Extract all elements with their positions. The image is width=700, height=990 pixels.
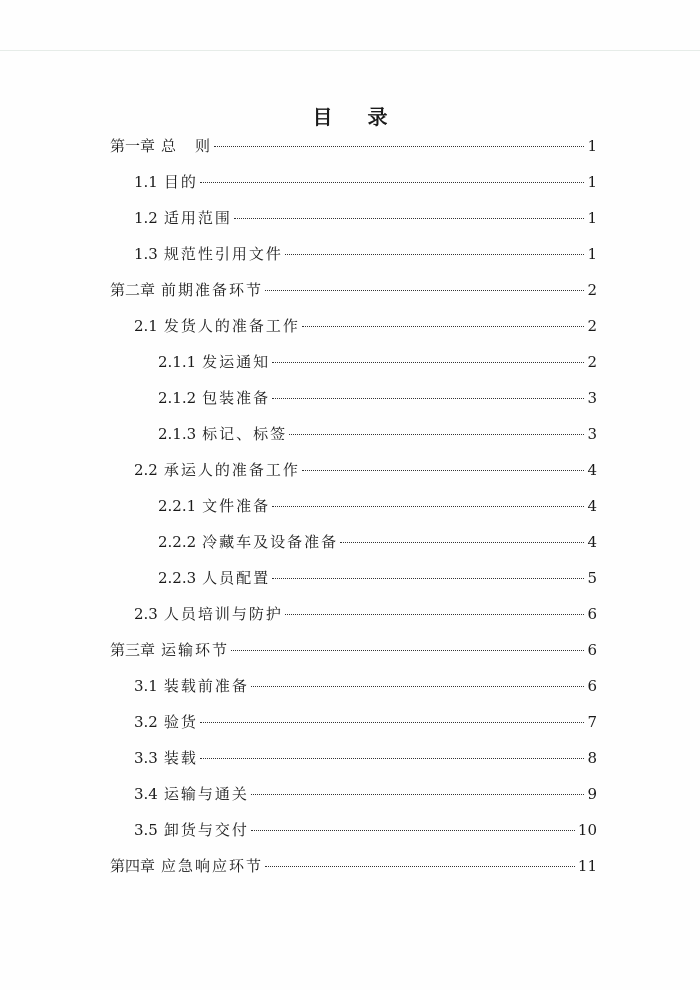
dot-leader	[289, 434, 584, 435]
toc-entry-heading	[158, 380, 270, 416]
toc-entry-number: 2.1.3	[158, 425, 197, 443]
toc-entry[interactable]	[0, 632, 700, 668]
toc-entry-title: 承运人的准备工作	[163, 461, 300, 479]
toc-entry-number: 2.2.3	[158, 569, 197, 587]
toc-entry-title: 装载	[163, 749, 198, 767]
toc-entry-heading	[158, 524, 338, 560]
dot-leader	[340, 542, 584, 543]
toc-entry-title: 冷藏车及设备准备	[202, 533, 339, 551]
toc-entry-number: 2.2.2	[158, 533, 197, 551]
toc-entry-number: 3.1	[134, 677, 158, 695]
toc-entry-title: 人员培训与防护	[163, 605, 283, 623]
toc-entry[interactable]	[0, 416, 700, 452]
dot-leader	[200, 182, 585, 183]
toc-entry-number: 1.1	[134, 173, 158, 191]
toc-entry-heading	[158, 344, 270, 380]
table-of-contents	[0, 128, 700, 884]
toc-entry-title: 发运通知	[202, 353, 271, 371]
toc-entry[interactable]	[0, 200, 700, 236]
toc-entry-heading	[158, 560, 270, 596]
toc-entry[interactable]	[0, 596, 700, 632]
toc-entry-page-number: 4	[587, 461, 597, 479]
toc-entry[interactable]	[0, 308, 700, 344]
toc-entry-page-number: 3	[587, 425, 597, 443]
dot-leader	[234, 218, 585, 219]
toc-entry-page-number: 8	[587, 749, 597, 767]
toc-entry-heading	[134, 704, 198, 740]
toc-entry[interactable]	[0, 560, 700, 596]
dot-leader	[272, 398, 584, 399]
toc-entry[interactable]	[0, 812, 700, 848]
toc-entry-number: 第三章	[110, 641, 156, 659]
toc-entry-page-number: 7	[587, 713, 597, 731]
toc-entry-number: 3.2	[134, 713, 158, 731]
toc-entry-page-number: 1	[587, 209, 597, 227]
toc-entry-heading	[134, 164, 198, 200]
toc-entry-heading	[158, 416, 287, 452]
toc-entry-title: 发货人的准备工作	[163, 317, 300, 335]
toc-entry-title: 应急响应环节	[161, 857, 264, 875]
toc-entry-page-number: 6	[587, 641, 597, 659]
toc-entry-heading	[134, 236, 283, 272]
toc-entry[interactable]	[0, 236, 700, 272]
dot-leader	[200, 758, 585, 759]
toc-entry[interactable]	[0, 128, 700, 164]
dot-leader	[265, 290, 584, 291]
toc-entry-title: 卸货与交付	[163, 821, 249, 839]
dot-leader	[272, 506, 584, 507]
toc-entry-heading	[110, 848, 263, 884]
toc-entry[interactable]	[0, 776, 700, 812]
toc-entry-title: 验货	[163, 713, 198, 731]
toc-entry-number: 2.1	[134, 317, 158, 335]
toc-entry[interactable]	[0, 380, 700, 416]
toc-entry-title: 前期准备环节	[161, 281, 264, 299]
toc-entry-heading	[134, 596, 283, 632]
toc-entry-title: 目的	[163, 173, 198, 191]
toc-entry-page-number: 6	[587, 605, 597, 623]
dot-leader	[272, 578, 584, 579]
toc-entry-number: 3.5	[134, 821, 158, 839]
toc-entry-number: 2.2.1	[158, 497, 197, 515]
toc-entry-heading	[110, 632, 229, 668]
toc-entry-heading	[134, 308, 300, 344]
toc-entry[interactable]	[0, 704, 700, 740]
toc-entry[interactable]	[0, 164, 700, 200]
toc-entry-number: 3.4	[134, 785, 158, 803]
toc-entry-number: 第二章	[110, 281, 156, 299]
toc-entry-heading	[134, 452, 300, 488]
dot-leader	[251, 794, 585, 795]
dot-leader	[285, 614, 585, 615]
toc-entry-heading	[134, 740, 198, 776]
toc-entry-page-number: 4	[587, 533, 597, 551]
toc-entry[interactable]	[0, 452, 700, 488]
dot-leader	[214, 146, 584, 147]
dot-leader	[231, 650, 584, 651]
dot-leader	[302, 470, 585, 471]
dot-leader	[272, 362, 584, 363]
toc-entry-heading	[134, 812, 249, 848]
toc-entry-title: 标记、标签	[202, 425, 288, 443]
toc-entry[interactable]	[0, 740, 700, 776]
toc-entry-number: 2.1.1	[158, 353, 197, 371]
toc-entry-page-number: 3	[587, 389, 597, 407]
toc-entry[interactable]	[0, 344, 700, 380]
dot-leader	[265, 866, 575, 867]
toc-entry-number: 1.2	[134, 209, 158, 227]
dot-leader	[285, 254, 585, 255]
toc-entry-heading	[110, 128, 212, 164]
toc-entry[interactable]	[0, 668, 700, 704]
dot-leader	[302, 326, 585, 327]
toc-entry-page-number: 1	[587, 173, 597, 191]
toc-entry-page-number: 1	[587, 137, 597, 155]
toc-entry-number: 第一章	[110, 137, 156, 155]
toc-entry-title: 运输与通关	[163, 785, 249, 803]
toc-entry-page-number: 5	[587, 569, 597, 587]
toc-entry[interactable]	[0, 272, 700, 308]
toc-entry-number: 2.1.2	[158, 389, 197, 407]
toc-entry-page-number: 1	[587, 245, 597, 263]
dot-leader	[200, 722, 585, 723]
toc-entry-page-number: 4	[587, 497, 597, 515]
toc-entry-title: 文件准备	[202, 497, 271, 515]
toc-entry-title: 装载前准备	[163, 677, 249, 695]
toc-entry-number: 3.3	[134, 749, 158, 767]
toc-entry-title: 人员配置	[202, 569, 271, 587]
toc-entry-page-number: 11	[577, 857, 597, 875]
toc-entry-number: 1.3	[134, 245, 158, 263]
toc-entry[interactable]	[0, 848, 700, 884]
toc-entry-number: 2.2	[134, 461, 158, 479]
toc-entry-page-number: 2	[587, 317, 597, 335]
toc-entry-title: 总 则	[161, 137, 213, 155]
toc-entry-title: 包装准备	[202, 389, 271, 407]
dot-leader	[251, 830, 575, 831]
toc-entry-heading	[158, 488, 270, 524]
toc-entry-page-number: 2	[587, 281, 597, 299]
toc-entry[interactable]	[0, 488, 700, 524]
dot-leader	[251, 686, 585, 687]
toc-entry-page-number: 6	[587, 677, 597, 695]
toc-entry-page-number: 2	[587, 353, 597, 371]
toc-entry-title: 规范性引用文件	[163, 245, 283, 263]
scan-artifact-line	[0, 50, 700, 51]
toc-title: 目 录	[312, 105, 402, 129]
toc-entry-page-number: 9	[587, 785, 597, 803]
toc-entry[interactable]	[0, 524, 700, 560]
toc-entry-number: 2.3	[134, 605, 158, 623]
toc-entry-title: 适用范围	[163, 209, 232, 227]
toc-entry-heading	[134, 776, 249, 812]
toc-entry-heading	[134, 668, 249, 704]
toc-entry-number: 第四章	[110, 857, 156, 875]
toc-entry-heading	[110, 272, 263, 308]
toc-entry-page-number: 10	[577, 821, 597, 839]
toc-entry-title: 运输环节	[161, 641, 230, 659]
toc-entry-heading	[134, 200, 232, 236]
